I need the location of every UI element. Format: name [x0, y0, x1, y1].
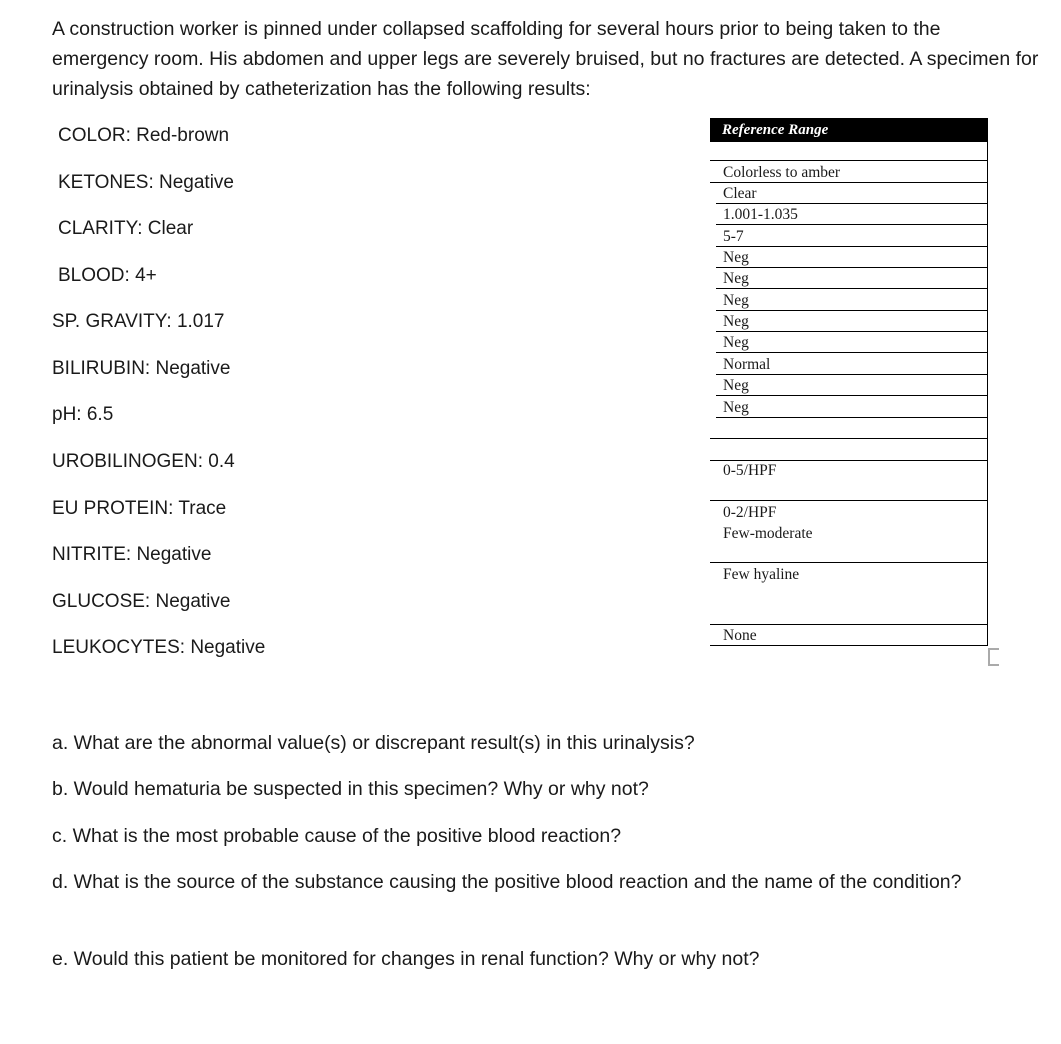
result-ph: pH: 6.5 — [52, 404, 114, 425]
ref-value: 1.001-1.035 — [723, 206, 798, 223]
ref-value: Neg — [723, 249, 749, 266]
case-description: A construction worker is pinned under collapsed scaffolding for several hours prior to being taken to the emergency room. His abdomen and upper legs are severely bruised, but no fractures are detected. A specimen for urinalysis obtained by catheterization has the following results: — [52, 18, 1039, 100]
result-ketones: KETONES: Negative — [58, 172, 235, 193]
question-d: d. What is the source of the substance causing the positive blood reaction and the name of the condition? — [52, 871, 962, 893]
table-rule — [716, 267, 988, 268]
ref-value: Neg — [723, 334, 749, 351]
result-urobilinogen: UROBILINOGEN: 0.4 — [52, 451, 235, 472]
ref-value: Few hyaline — [723, 566, 800, 583]
bracket-mark — [988, 648, 999, 666]
ref-value: Few-moderate — [723, 525, 813, 542]
table-rule — [710, 624, 988, 625]
reference-range-header: Reference Range — [710, 118, 988, 142]
table-rule — [716, 352, 988, 353]
table-rule — [710, 182, 988, 183]
ref-value: Neg — [723, 313, 749, 330]
ref-value: Neg — [723, 292, 749, 309]
ref-value: 0-2/HPF — [723, 504, 777, 521]
table-rule — [710, 562, 988, 563]
question-b: b. Would hematuria be suspected in this specimen? Why or why not? — [52, 778, 649, 800]
table-rule — [710, 500, 988, 501]
table-rule — [716, 246, 988, 247]
table-rule — [716, 417, 988, 418]
result-leukocytes: LEUKOCYTES: Negative — [52, 637, 266, 658]
table-rule — [716, 288, 988, 289]
table-rule — [716, 395, 988, 396]
result-clarity: CLARITY: Clear — [58, 218, 194, 239]
table-right-border — [987, 118, 988, 646]
question-c: c. What is the most probable cause of the positive blood reaction? — [52, 825, 622, 847]
table-rule — [710, 160, 988, 161]
result-protein: EU PROTEIN: Trace — [52, 498, 227, 519]
result-nitrite: NITRITE: Negative — [52, 544, 212, 565]
ref-value: Neg — [723, 399, 749, 416]
ref-value: 5-7 — [723, 228, 744, 245]
table-rule — [716, 203, 988, 204]
ref-value: Neg — [723, 270, 749, 287]
question-a: a. What are the abnormal value(s) or discrepant result(s) in this urinalysis? — [52, 732, 695, 754]
question-e: e. Would this patient be monitored for changes in renal function? Why or why not? — [52, 948, 760, 970]
ref-value: Neg — [723, 377, 749, 394]
ref-value: Colorless to amber — [723, 164, 841, 181]
table-rule — [710, 438, 988, 439]
result-bilirubin: BILIRUBIN: Negative — [52, 358, 231, 379]
result-sp-gravity: SP. GRAVITY: 1.017 — [52, 311, 225, 332]
table-rule — [716, 374, 988, 375]
table-rule — [710, 460, 988, 461]
table-rule — [716, 331, 988, 332]
ref-value: Clear — [723, 185, 757, 202]
reference-range-table — [710, 118, 988, 646]
table-rule — [710, 645, 988, 646]
ref-value: 0-5/HPF — [723, 462, 777, 479]
ref-value: None — [723, 627, 757, 644]
result-blood: BLOOD: 4+ — [58, 265, 157, 286]
result-glucose: GLUCOSE: Negative — [52, 591, 231, 612]
ref-value: Normal — [723, 356, 771, 373]
table-rule — [716, 224, 988, 225]
result-color: COLOR: Red-brown — [58, 125, 230, 146]
table-rule — [716, 310, 988, 311]
